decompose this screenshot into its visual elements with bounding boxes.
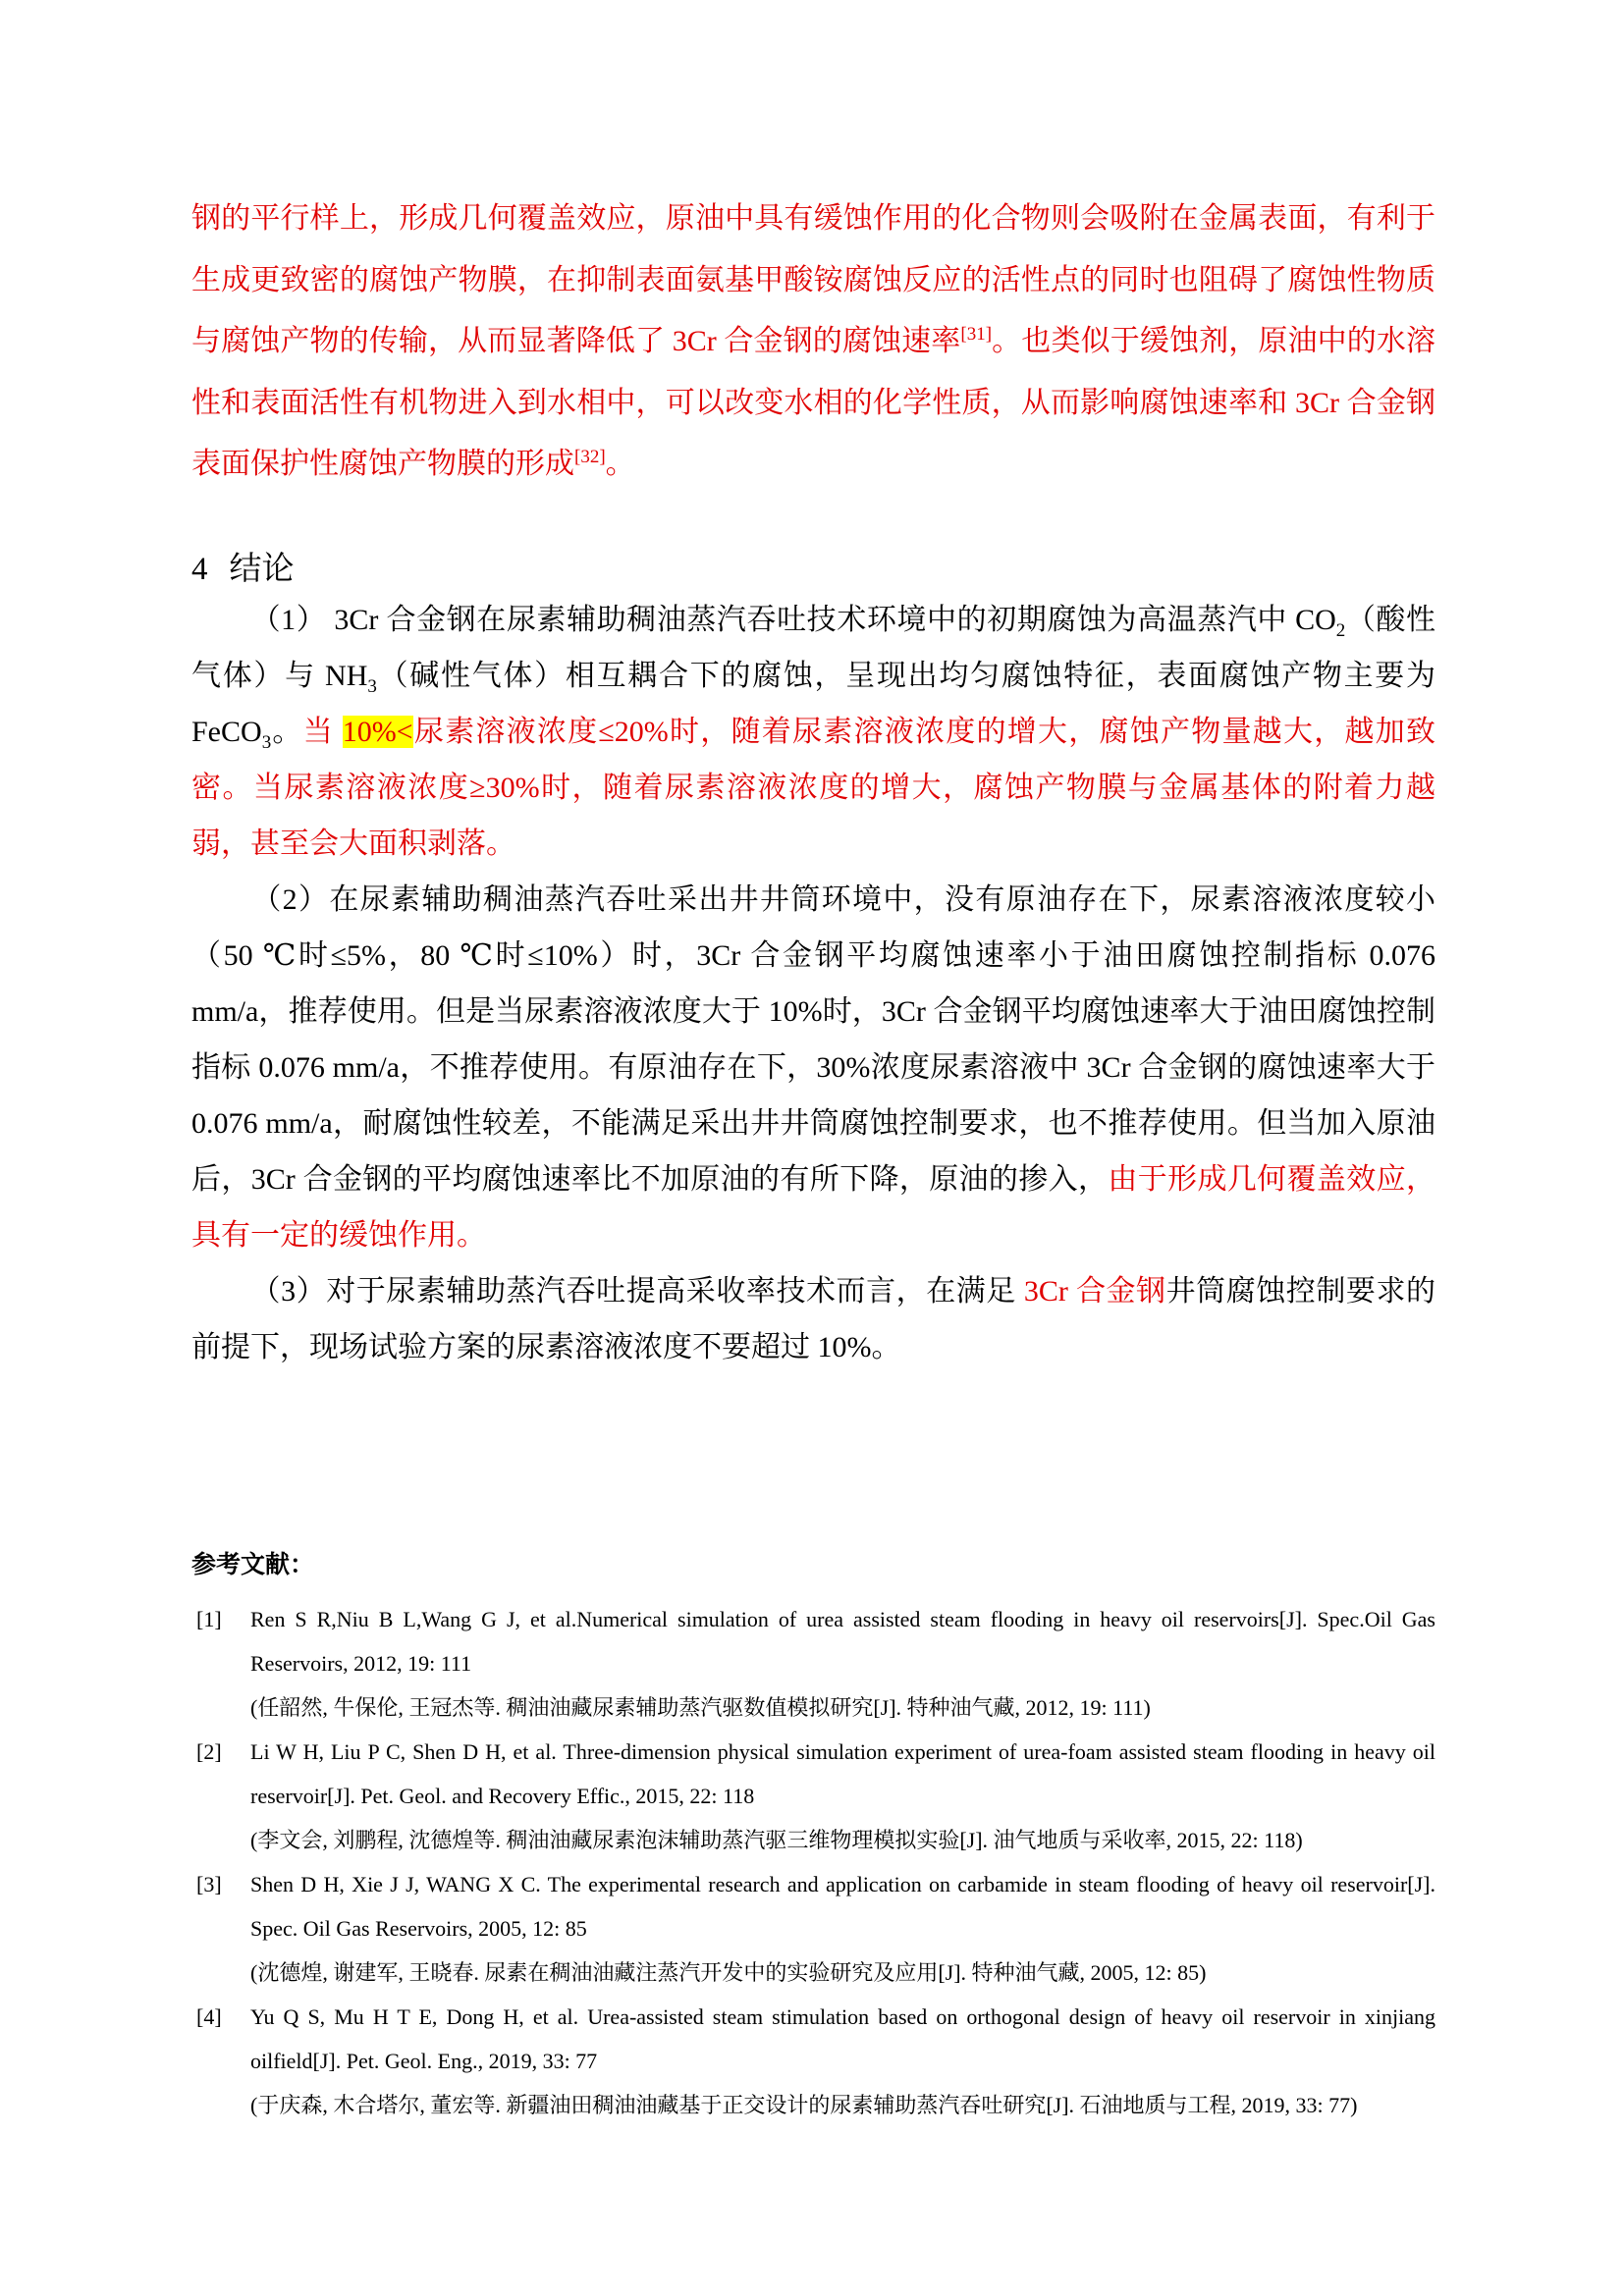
- references-list: [191, 1597, 1435, 2127]
- reference-item-3: [191, 1862, 1435, 1995]
- c1-black-3: （碱性气体）相互耦合下的腐蚀，呈现出均匀腐蚀特征，表面腐蚀产物主要为 FeCO: [191, 659, 1436, 748]
- citation-32: [32]: [574, 447, 606, 467]
- reference-chinese-text: (李文会, 刘鹏程, 沈德煌等. 稠油油藏尿素泡沫辅助蒸汽驱三维物理模拟实验[J]. 油气地质与采收率, 2015, 22: 118): [250, 1827, 1303, 1852]
- reference-chinese-text: (沈德煌, 谢建军, 王晓春. 尿素在稠油油藏注蒸汽开发中的实验研究及应用[J]. 特种油气藏, 2005, 12: 85): [250, 1959, 1207, 1985]
- reference-item-2: [191, 1730, 1435, 1862]
- c2-black-1: （2）在尿素辅助稠油蒸汽吞吐采出井井筒环境中，没有原油存在下，尿素溶液浓度较小（50 ℃时≤5%，80 ℃时≤10%）时，3Cr 合金钢平均腐蚀速率小于油田腐蚀控制指标 0.076 mm/a，推荐使用。但是当尿素溶液浓度大于 10%时，3Cr 合金钢平均腐蚀速率大于油田腐蚀控制指标 0.076 mm/a，不推荐使用。有原油存在下，30%浓度尿素溶液中 3Cr 合金钢的腐蚀速率大于 0.076 mm/a，耐腐蚀性较差，不能满足采出井井筒腐蚀控制要求，也不推荐使用。但当加入原油后，3Cr 合金钢的平均腐蚀速率比不加原油的有所下降，原油的掺入，: [191, 882, 1435, 1196]
- reference-item-1: [191, 1597, 1435, 1730]
- reference-item-4: [191, 1995, 1435, 2127]
- conclusion-paragraph-3: [191, 1263, 1435, 1375]
- page-content: [191, 0, 1435, 2127]
- reference-chinese-text: (任韶然, 牛保伦, 王冠杰等. 稠油油藏尿素辅助蒸汽驱数值模拟研究[J]. 特种油气藏, 2012, 19: 111): [250, 1694, 1151, 1720]
- section-title: 结论: [229, 551, 295, 587]
- reference-chinese-text: (于庆森, 木合塔尔, 董宏等. 新疆油田稠油油藏基于正交设计的尿素辅助蒸汽吞吐研究[J]. 石油地质与工程, 2019, 33: 77): [250, 2092, 1358, 2117]
- c1-black-4: 。: [271, 715, 303, 748]
- c1-highlighted-text: 10%<: [342, 715, 413, 748]
- nh3-subscript: 3: [367, 675, 377, 697]
- feco3-subscript: 3: [261, 731, 272, 753]
- reference-number: [4]: [196, 2003, 222, 2029]
- c3-black-2: 井筒腐蚀控制要求的前提下，现场试验方案的尿素溶液浓度不要超过 10%。: [191, 1274, 1436, 1363]
- c1-black-1: （1） 3Cr 合金钢在尿素辅助稠油蒸汽吞吐技术环境中的初期腐蚀为高温蒸汽中 CO: [250, 603, 1336, 636]
- c3-black-1: （3）对于尿素辅助蒸汽吞吐提高采收率技术而言，在满足: [250, 1274, 1024, 1308]
- intro-text-3: 。: [605, 448, 635, 480]
- intro-paragraph: [191, 188, 1435, 496]
- c2-red-1: 由于形成几何覆盖效应，具有一定的缓蚀作用。: [191, 1162, 1436, 1252]
- section-number: 4: [191, 551, 208, 587]
- co2-subscript: 2: [1335, 619, 1346, 641]
- reference-number: [3]: [196, 1871, 222, 1896]
- reference-english-text: Li W H, Liu P C, Shen D H, et al. Three-dimension physical simulation experiment of urea-foam assisted steam flooding in heavy oil reservoir[J]. Pet. Geol. and Recovery Effic., 2015, 22: 118: [250, 1738, 1435, 1808]
- reference-english-text: Shen D H, Xie J J, WANG X C. The experimental research and application on carbamide in steam flooding of heavy oil reservoir[J]. Spec. Oil Gas Reservoirs, 2005, 12: 85: [250, 1871, 1435, 1941]
- c3-red-1: 3Cr 合金钢: [1023, 1274, 1166, 1308]
- reference-number: [1]: [196, 1606, 222, 1631]
- intro-text-2: 。也类似于缓蚀剂，原油中的水溶性和表面活性有机物进入到水相中，可以改变水相的化学性质，从而影响腐蚀速率和 3Cr 合金钢表面保护性腐蚀产物膜的形成: [191, 325, 1436, 480]
- references-heading: 参考文献：: [191, 1550, 315, 1578]
- section-heading-conclusion: [191, 547, 1435, 592]
- reference-number: [2]: [196, 1738, 222, 1764]
- citation-31: [31]: [960, 324, 993, 345]
- conclusion-paragraph-2: [191, 872, 1435, 1263]
- reference-english-text: Yu Q S, Mu H T E, Dong H, et al. Urea-assisted steam stimulation based on orthogonal design of heavy oil reservoir in xinjiang oilfield[J]. Pet. Geol. Eng., 2019, 33: 77: [250, 2003, 1435, 2073]
- c1-black-2: （酸性气体）与 NH: [191, 603, 1435, 692]
- c1-red-1: 当: [302, 715, 343, 748]
- reference-english-text: Ren S R,Niu B L,Wang G J, et al.Numerical simulation of urea assisted steam flooding in heavy oil reservoirs[J]. Spec.Oil Gas Reservoirs, 2012, 19: 111: [250, 1606, 1435, 1676]
- intro-text-1: 钢的平行样上，形成几何覆盖效应，原油中具有缓蚀作用的化合物则会吸附在金属表面，有利于生成更致密的腐蚀产物膜，在抑制表面氨基甲酸铵腐蚀反应的活性点的同时也阻碍了腐蚀性物质与腐蚀产物的传输，从而显著降低了 3Cr 合金钢的腐蚀速率: [191, 202, 1435, 357]
- c1-red-2: 尿素溶液浓度≤20%时，随着尿素溶液浓度的增大，腐蚀产物量越大，越加致密。当尿素溶液浓度≥30%时，随着尿素溶液浓度的增大，腐蚀产物膜与金属基体的附着力越弱，甚至会大面积剥落。: [191, 715, 1435, 860]
- conclusion-paragraph-1: [191, 592, 1435, 872]
